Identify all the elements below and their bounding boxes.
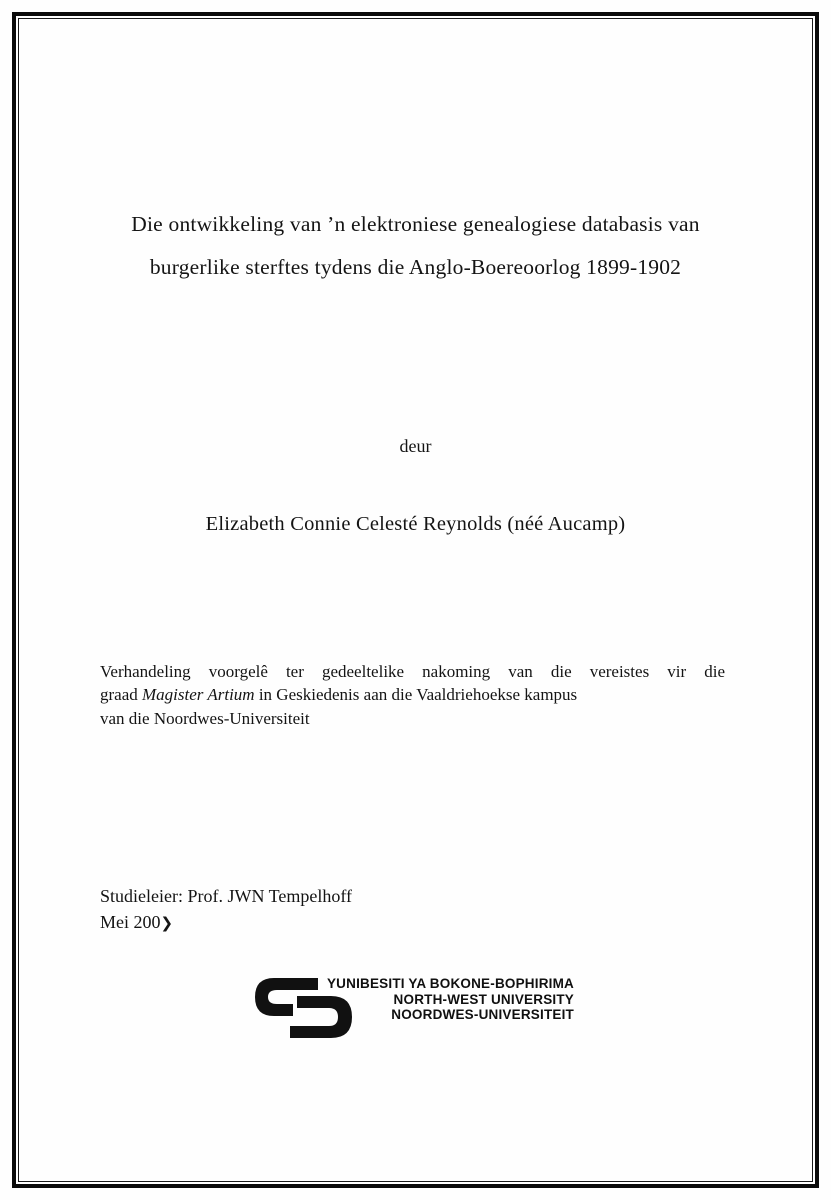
date-prefix: Mei 200: [100, 911, 161, 932]
statement-line2: [100, 683, 725, 706]
thesis-title-line2: burgerlike sterftes tydens die Anglo-Boereoorlog 1899-1902: [149, 255, 682, 279]
statement-line1: Verhandeling voorgelê ter gedeeltelike nakoming van die vereistes vir die: [100, 662, 725, 681]
logo-line-setswana: YUNIBESITI YA BOKONE-BOPHIRIMA: [326, 976, 574, 991]
supervisor-line: Studieleier: Prof. JWN Tempelhoff: [100, 886, 353, 906]
date-line: [100, 910, 352, 937]
statement-line2-pre: graad: [100, 685, 143, 705]
thesis-title-line1: Die ontwikkeling van ’n elektroniese genealogiese databasis van: [131, 212, 700, 236]
author-name: Elizabeth Connie Celesté Reynolds (néé Aucamp): [205, 513, 626, 535]
logo-line-english: NORTH-WEST UNIVERSITY: [393, 991, 574, 1007]
supervisor-block: [100, 884, 352, 936]
date-seven-glyph: ❯: [160, 913, 173, 932]
nwu-logo: [255, 976, 585, 1048]
statement-line2-post: in Geskiedenis aan die Vaaldriehoekse kampus: [254, 685, 578, 705]
statement-line3: van die Noordwes-Universiteit: [100, 708, 310, 728]
thesis-statement: [100, 660, 725, 730]
nwu-logo-text: [322, 976, 574, 1023]
byline-deur: deur: [399, 436, 432, 456]
degree-name: Magister Artium: [142, 685, 255, 705]
thesis-title: [45, 203, 786, 289]
logo-line-afrikaans: NOORDWES-UNIVERSITEIT: [391, 1007, 574, 1023]
